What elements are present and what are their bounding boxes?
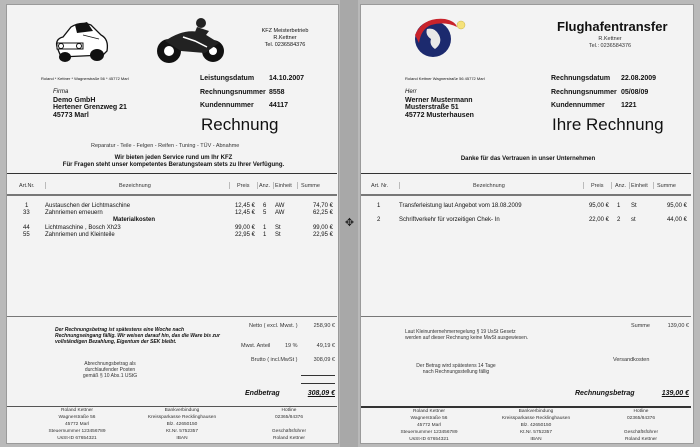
cell-description: Lichtmaschine , Bosch Xh23: [45, 225, 121, 231]
col-separator: [273, 182, 274, 189]
col-header-description: Bezeichnung: [473, 183, 505, 189]
header-rule: [361, 173, 691, 174]
net-label: Netto ( excl. Mwst. ): [249, 323, 298, 329]
tax-note: [65, 361, 155, 379]
col-separator: [45, 182, 46, 189]
col-header-qty: Anz.: [259, 183, 271, 189]
cell-description: Transferleistung laut Angebot vom 18.08.2009: [399, 203, 522, 209]
cell-sum: 44,00 €: [666, 217, 687, 223]
cell-description: Schriftverkehr für vorzeitigen Chek- In: [399, 217, 500, 223]
footer-contact: [609, 408, 673, 443]
meta-value-customer-number: 1221: [621, 102, 637, 109]
sender-line: Roland * Kettner * Wagnerstraße 56 * 45772 Marl: [41, 76, 129, 81]
meta-value-invoice-date: 22.08.2009: [621, 75, 657, 82]
motorcycle-image: [155, 17, 229, 65]
vat-value: 49,19 €: [316, 343, 335, 349]
gross-label: Brutto ( incl.MwSt ): [251, 357, 298, 363]
cell-unit: St: [631, 203, 637, 209]
tax-note-line: Abrechnungsbetrag als: [84, 361, 136, 367]
cell-unit: AW: [275, 203, 285, 209]
sender-line: Roland Kettner Wagnerstraße 56 45772 Marl: [405, 76, 485, 81]
final-amount-value: 308,09 €: [307, 390, 335, 397]
invoice-title: Rechnung: [201, 115, 279, 134]
company-owner: R.Kettner: [598, 36, 622, 42]
cell-qty: 1: [263, 225, 267, 231]
final-amount-label: Endbetrag: [245, 390, 280, 397]
col-separator: [629, 182, 630, 189]
footer-line: UsSt-ID 67654321: [409, 437, 449, 442]
invoice-title: Ihre Rechnung: [552, 115, 664, 134]
footer-line: Roland Kettner: [273, 436, 305, 441]
cell-sum: 74,70 €: [312, 203, 333, 209]
cell-price: 12,45 €: [234, 203, 255, 209]
footer-line: [257, 421, 321, 428]
company-contact: [567, 36, 653, 50]
totals-rule: [7, 316, 337, 317]
cell-qty: 1: [617, 203, 621, 209]
cell-price: 22,95 €: [234, 232, 255, 238]
gross-value: 308,09 €: [313, 357, 335, 363]
meta-label-invoice-date: Rechnungsdatum: [551, 75, 611, 82]
invoice-page-right: [360, 4, 694, 444]
col-header-unit: Einheit: [631, 183, 648, 189]
recipient-street: Hertener Grenzweg 21: [53, 104, 127, 111]
meta-label-customer-number: Kundennummer: [200, 102, 254, 109]
thanks-line: Danke für das Vertrauen in unser Unternehmen: [460, 156, 596, 162]
meta-value-customer-number: 44117: [269, 102, 289, 109]
col-header-art: Art.Nr.: [19, 183, 35, 189]
footer-line: Kt.Nr. 5752357: [165, 429, 198, 434]
footer-line: Blz. 42650150: [166, 422, 198, 427]
cell-art: 2: [377, 217, 381, 223]
footer-line: 02365/84376: [274, 415, 303, 420]
footer-line: Geschäftsführer: [271, 429, 307, 434]
col-separator: [653, 182, 654, 189]
company-name: Flughafentransfer: [557, 19, 668, 34]
invoice-page-left: [6, 4, 339, 444]
recipient-city: 45772 Musterhausen: [405, 111, 474, 119]
meta-label-customer-number: Kundennummer: [551, 102, 605, 109]
sum-rule: [301, 375, 335, 376]
note-line: Laut Kleinunternehmerregelung § 19 UsSt Gesetz: [405, 329, 516, 335]
recipient-address: [405, 89, 474, 119]
note-line: werden auf dieser Rechnung keine MwSt ausgewiesen.: [405, 335, 529, 341]
cell-unit: st: [631, 217, 636, 223]
cell-sum: 22,95 €: [312, 232, 333, 238]
meta-value-invoice-number: 05/08/09: [621, 89, 649, 96]
footer-line: Blz. 42650150: [520, 423, 552, 428]
cell-price: 12,45 €: [234, 210, 255, 216]
footer-line: [609, 422, 673, 429]
final-amount-label: Rechnungsbetrag: [575, 390, 635, 397]
col-header-sum: Summe: [657, 183, 676, 189]
col-header-sum: Summe: [301, 183, 320, 189]
cell-unit: AW: [275, 210, 285, 216]
services-line: Reparatur - Teile - Felgen - Reifen - Tuning - TÜV - Abnahme: [91, 143, 240, 149]
company-phone: Tel.: 0236584376: [588, 43, 632, 49]
company-header: [245, 28, 325, 49]
totals-rule: [361, 316, 691, 317]
meta-value-invoice-number: 8558: [269, 89, 285, 96]
meta-label-service-date: Leistungsdatum: [200, 75, 255, 82]
meta-label-invoice-number: Rechnungsnummer: [200, 89, 266, 96]
cell-price: 99,00 €: [234, 225, 255, 231]
cell-art: 55: [23, 232, 30, 238]
footer-bank: [491, 408, 581, 443]
footer-line: Wagnerstraße 56: [58, 415, 96, 420]
final-amount-value: 139,00 €: [661, 390, 689, 397]
footer-line: IBAN: [176, 436, 188, 441]
cell-sum: 62,25 €: [312, 210, 333, 216]
cell-qty: 5: [263, 210, 267, 216]
cell-unit: St: [275, 232, 281, 238]
footer-line: Wagnerstraße 56: [410, 416, 448, 421]
company-name: KFZ Meisterbetrieb: [261, 28, 309, 34]
cell-description: Zahnriemen und Kleinteile: [45, 232, 115, 238]
note-line: Der Betrag wird spätestens 14 Tage: [416, 363, 496, 369]
note-line: nach Rechnungsstellung fällig: [422, 369, 490, 375]
footer-line: 45772 Marl: [65, 422, 89, 427]
cell-qty: 1: [263, 232, 267, 238]
recipient-city: 45773 Marl: [53, 111, 89, 119]
cell-art: 1: [25, 203, 29, 209]
col-header-unit: Einheit: [275, 183, 292, 189]
footer-line: Bankverbindung: [164, 408, 200, 413]
tax-note-line: durchlaufender Posten: [84, 367, 136, 373]
footer-line: Geschäftsführer: [623, 430, 659, 435]
col-separator: [229, 182, 230, 189]
cell-sum: 95,00 €: [666, 203, 687, 209]
move-cursor-icon: ✥: [344, 217, 355, 229]
footer-line: Roland Kettner: [413, 409, 445, 414]
tax-note-line: gemäß § 10 Abs.1 UStG: [82, 373, 138, 379]
vat-label: Mwst. Anteil: [241, 343, 271, 349]
recipient-salutation: Herr: [405, 89, 417, 95]
recipient-address: [53, 89, 127, 119]
footer-line: UsSt-ID 67654321: [57, 436, 97, 441]
col-separator: [399, 182, 400, 189]
cell-art: 33: [23, 210, 30, 216]
sum-value: 139,00 €: [667, 323, 689, 329]
col-separator: [611, 182, 612, 189]
footer-line: Kt.Nr. 5752357: [519, 430, 552, 435]
cell-sum: 99,00 €: [312, 225, 333, 231]
section-label-material: Materialkosten: [113, 217, 156, 223]
footer-line: Kreissparkasse Recklinghausen: [501, 416, 571, 421]
table-header-rule: [7, 194, 337, 196]
recipient-name: Demo GmbH: [53, 96, 96, 104]
small-business-note: [405, 329, 528, 341]
header-rule: [7, 173, 337, 174]
footer-address: [387, 408, 471, 443]
footer-contact: [257, 407, 321, 442]
cell-description: Austauschen der Lichtmaschine: [45, 203, 131, 209]
footer-line: 02365/84376: [626, 416, 655, 421]
cell-description: Zahnriemen erneuern: [45, 210, 103, 216]
cell-price: 95,00 €: [588, 203, 609, 209]
col-header-description: Bezeichnung: [119, 183, 151, 189]
footer-address: [37, 407, 117, 442]
globe-logo-image: [405, 13, 471, 59]
table-header-rule: [361, 194, 691, 196]
footer-line: IBAN: [530, 437, 542, 442]
footer-line: Bankverbindung: [518, 409, 554, 414]
cell-art: 44: [23, 225, 30, 231]
footer-line: Hotline: [281, 408, 297, 413]
sum-label: Summe: [631, 323, 650, 329]
payment-terms: Der Rechnungsbetrag ist spätestens eine Woche nach Rechnungseingang fällig. Wir weisen darauf hin, das die Ware bis zur vollständigen Bezahlung, Eigentum der SEK bleibt.: [55, 327, 220, 345]
col-separator: [583, 182, 584, 189]
footer-bank: [137, 407, 227, 442]
col-separator: [297, 182, 298, 189]
slogan: [7, 155, 339, 169]
car-image: [51, 17, 113, 65]
col-separator: [257, 182, 258, 189]
footer-line: Steuernummer 123456789: [48, 429, 106, 434]
due-note: [401, 363, 511, 375]
cell-qty: 6: [263, 203, 267, 209]
footer-line: Roland Kettner: [61, 408, 93, 413]
recipient-street: Musterstraße 51: [405, 104, 459, 111]
col-header-price: Preis: [237, 183, 250, 189]
vat-rate: 19 %: [285, 343, 298, 349]
recipient-name: Werner Mustermann: [405, 96, 473, 104]
slogan-line-1: Wir bieten jeden Service rund um Ihr KFZ: [114, 155, 233, 161]
shipping-label: Versandkosten: [613, 357, 650, 363]
footer-line: Kreissparkasse Recklinghausen: [147, 415, 217, 420]
slogan-line-2: Für Fragen steht unser kompetentes Beratungsteam stets zu Ihrer Verfügung.: [62, 162, 285, 168]
recipient-salutation: Firma: [53, 89, 69, 95]
col-header-art: Art. Nr.: [371, 183, 389, 189]
col-header-price: Preis: [591, 183, 604, 189]
footer-line: Steuernummer 123456789: [400, 430, 458, 435]
footer-line: Roland Kettner: [625, 437, 657, 442]
meta-label-invoice-number: Rechnungsnummer: [551, 89, 617, 96]
net-value: 258,90 €: [313, 323, 335, 329]
company-owner: R.Kettner: [273, 35, 297, 41]
footer-line: 45772 Marl: [417, 423, 441, 428]
cell-price: 22,00 €: [588, 217, 609, 223]
sum-rule: [301, 383, 335, 384]
footer-line: Hotline: [633, 409, 649, 414]
col-header-qty: Anz.: [615, 183, 627, 189]
cell-qty: 2: [617, 217, 621, 223]
meta-value-service-date: 14.10.2007: [269, 75, 305, 82]
cell-art: 1: [377, 203, 381, 209]
company-phone: Tel. 0236584376: [264, 42, 306, 48]
cell-unit: St: [275, 225, 281, 231]
